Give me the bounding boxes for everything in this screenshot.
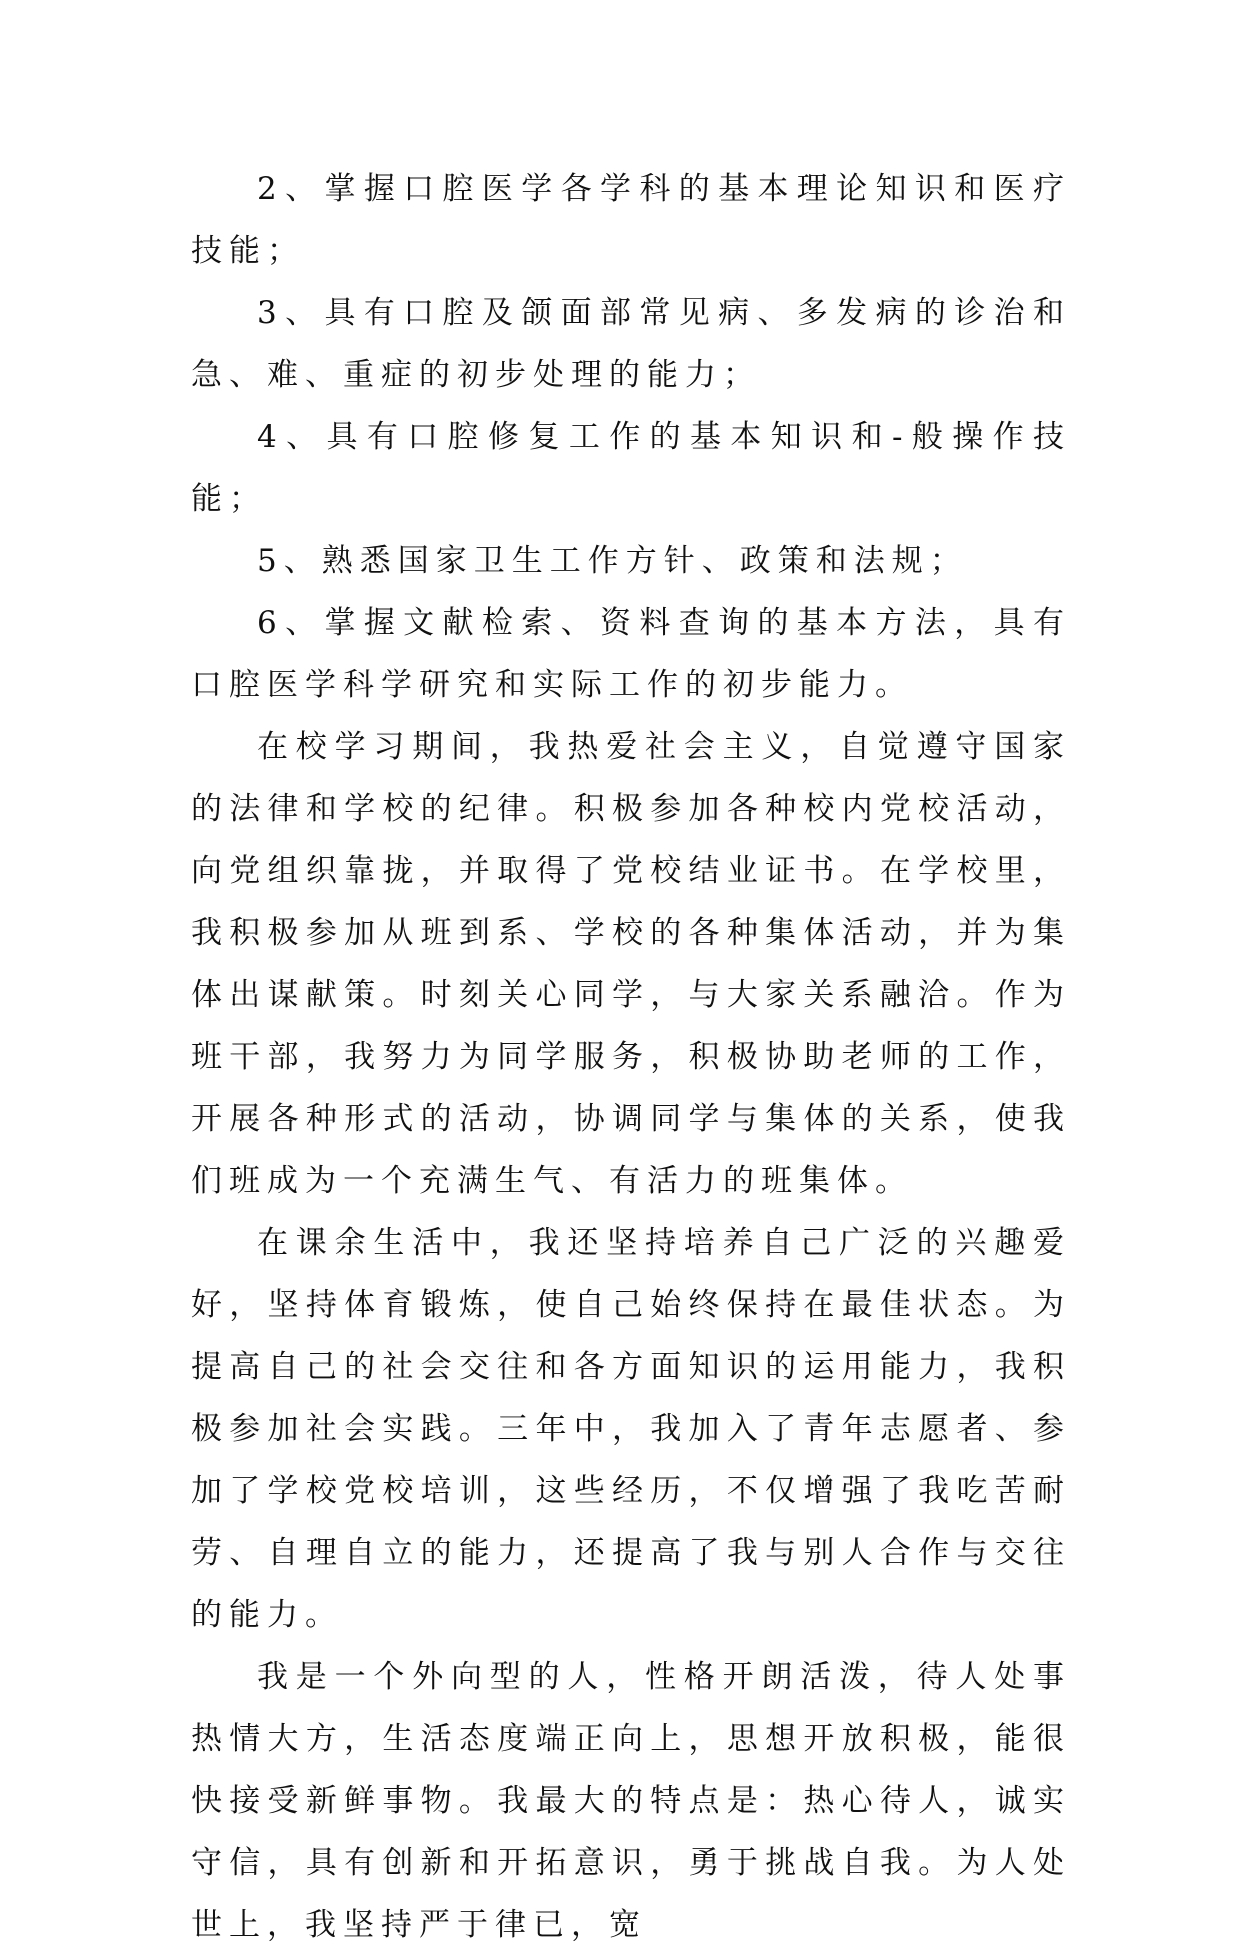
paragraph-item-3: 3、具有口腔及颌面部常见病、多发病的诊治和急、难、重症的初步处理的能力； [191, 295, 1071, 393]
document-body [191, 158, 1071, 1956]
paragraph-item-5: 5、熟悉国家卫生工作方针、政策和法规； [257, 543, 968, 579]
paragraph-school-life: 在校学习期间，我热爱社会主义，自觉遵守国家的法律和学校的纪律。积极参加各种校内党校活动，向党组织靠拢，并取得了党校结业证书。在学校里，我积极参加从班到系、学校的各种集体活动，并为集体出谋献策。时刻关心同学，与大家关系融洽。作为班干部，我努力为同学服务，积极协助老师的工作，开展各种形式的活动，协调同学与集体的关系，使我们班成为一个充满生气、有活力的班集体。 [191, 729, 1071, 1199]
paragraph-extracurricular: 在课余生活中，我还坚持培养自己广泛的兴趣爱好，坚持体育锻炼，使自己始终保持在最佳状态。为提高自己的社会交往和各方面知识的运用能力，我积极参加社会实践。三年中，我加入了青年志愿者、参加了学校党校培训，这些经历，不仅增强了我吃苦耐劳、自理自立的能力，还提高了我与别人合作与交往的能力。 [191, 1225, 1071, 1633]
paragraph-item-6: 6、掌握文献检索、资料查询的基本方法，具有口腔医学科学研究和实际工作的初步能力。 [191, 605, 1071, 703]
paragraph-item-2: 2、掌握口腔医学各学科的基本理论知识和医疗技能； [191, 171, 1071, 269]
paragraph-item-4: 4、具有口腔修复工作的基本知识和-般操作技能； [191, 419, 1071, 517]
paragraph-personality: 我是一个外向型的人，性格开朗活泼，待人处事热情大方，生活态度端正向上，思想开放积极，能很快接受新鲜事物。我最大的特点是：热心待人，诚实守信，具有创新和开拓意识，勇于挑战自我。为人处世上，我坚持严于律已，宽 [191, 1659, 1071, 1943]
